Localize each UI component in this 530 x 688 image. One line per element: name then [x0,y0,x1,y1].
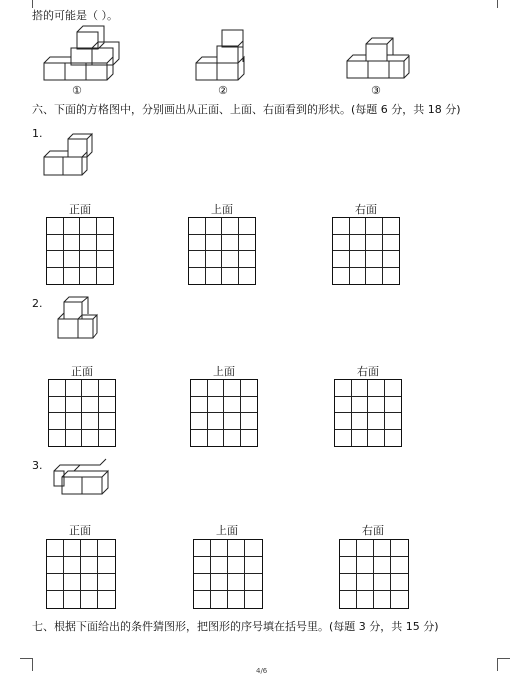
p1-top-grid[interactable] [188,217,256,285]
corner-mark-bottom-left [20,658,33,671]
p2-front-grid[interactable] [48,379,116,447]
option-figure-3 [347,38,417,84]
option-label-1: ① [72,84,82,97]
problem-1-number: 1. [32,127,43,140]
problem-3-figure [52,463,112,497]
p2-view-top-label: 上面 [213,365,235,378]
problem-1-figure [44,130,100,180]
page-number: 4/6 [256,667,268,675]
problem-2-number: 2. [32,297,43,310]
p3-view-right-label: 右面 [362,524,384,537]
p1-view-front-label: 正面 [69,203,91,216]
p3-view-top-label: 上面 [216,524,238,537]
p3-front-grid[interactable] [46,539,116,609]
p1-right-grid[interactable] [332,217,400,285]
p3-top-grid[interactable] [193,539,263,609]
option-figure-2 [196,32,256,84]
section-7-heading: 七、根据下面给出的条件猜图形，把图形的序号填在括号里。(每题 3 分，共 15 分) [32,620,439,633]
option-label-2: ② [218,84,228,97]
p3-view-front-label: 正面 [69,524,91,537]
p3-right-grid[interactable] [339,539,409,609]
p1-front-grid[interactable] [46,217,114,285]
problem-3-number: 3. [32,459,43,472]
question-fragment: 搭的可能是（ ）。 [32,9,118,22]
corner-mark-top-right [497,0,510,8]
p1-view-right-label: 右面 [355,203,377,216]
section-6-heading: 六、下面的方格图中，分别画出从正面、上面、右面看到的形状。(每题 6 分，共 18 分) [32,103,461,116]
p1-view-top-label: 上面 [211,203,233,216]
p2-right-grid[interactable] [334,379,402,447]
option-label-3: ③ [371,84,381,97]
corner-mark-top-left [20,0,33,8]
option-figure-1 [44,30,124,82]
p2-top-grid[interactable] [190,379,258,447]
p2-view-right-label: 右面 [357,365,379,378]
problem-2-figure [52,297,102,343]
corner-mark-bottom-right [497,658,510,671]
p2-view-front-label: 正面 [71,365,93,378]
